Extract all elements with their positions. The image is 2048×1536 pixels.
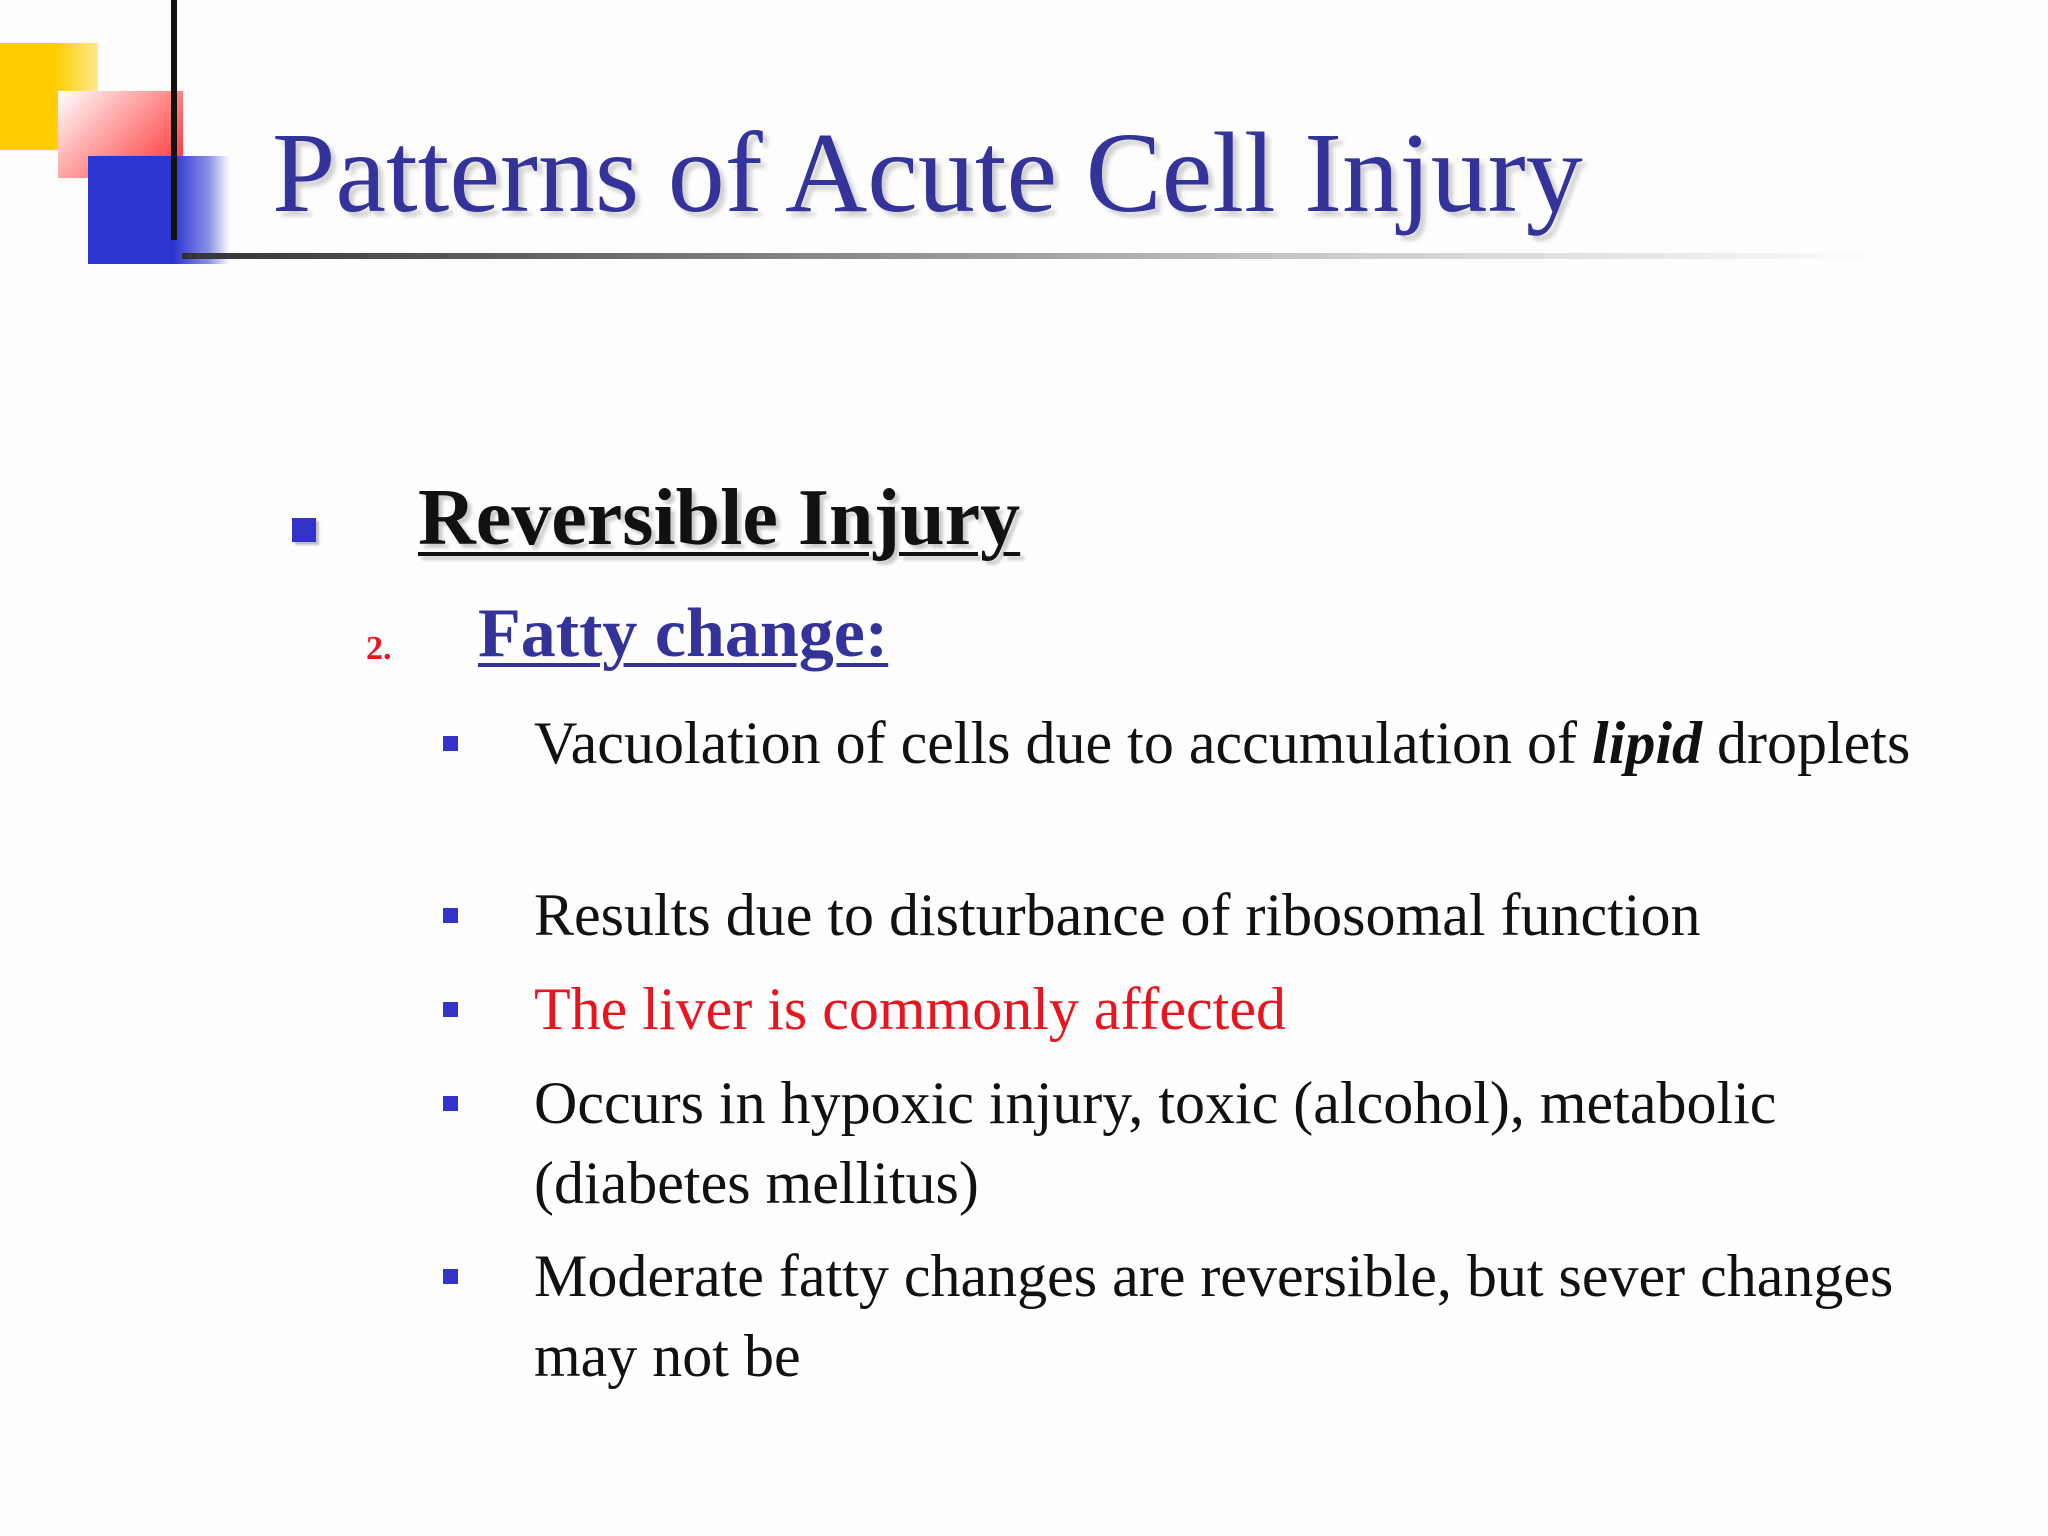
title-underline-rule <box>182 253 1882 259</box>
bullet-square-icon <box>443 908 458 923</box>
bullet-text: Vacuolation of cells due to accumulation of <box>534 710 1592 776</box>
level1-bullet-icon <box>292 518 316 542</box>
bullet-text-continued: droplets <box>1702 710 1911 776</box>
decorative-blue-square <box>88 156 230 264</box>
bullet-square-icon <box>443 1002 458 1017</box>
bullet-text: Results due to disturbance of ribosomal function <box>534 882 1701 948</box>
bullet-item-vacuolation <box>534 703 1994 783</box>
bullet-text: Moderate fatty changes are reversible, but sever changes may not be <box>534 1243 1894 1389</box>
emphasis-term: lipid <box>1592 710 1703 776</box>
section-heading: Reversible Injury <box>418 474 1021 562</box>
list-number: 2. <box>366 630 392 667</box>
bullet-square-icon <box>443 1269 458 1284</box>
bullet-item-ribosomal <box>534 875 1994 955</box>
bullet-item-liver <box>534 969 1994 1049</box>
bullet-text: The liver is commonly affected <box>534 976 1286 1042</box>
bullet-text: Occurs in hypoxic injury, toxic (alcohol), metabolic (diabetes mellitus) <box>534 1070 1777 1216</box>
bullet-item-moderate <box>534 1236 1994 1396</box>
bullet-item-occurs <box>534 1063 1994 1223</box>
bullet-square-icon <box>443 736 458 751</box>
decorative-vertical-line <box>171 0 177 240</box>
slide-title: Patterns of Acute Cell Injury <box>272 109 1583 236</box>
bullet-square-icon <box>443 1096 458 1111</box>
subsection-heading: Fatty change: <box>478 595 889 672</box>
